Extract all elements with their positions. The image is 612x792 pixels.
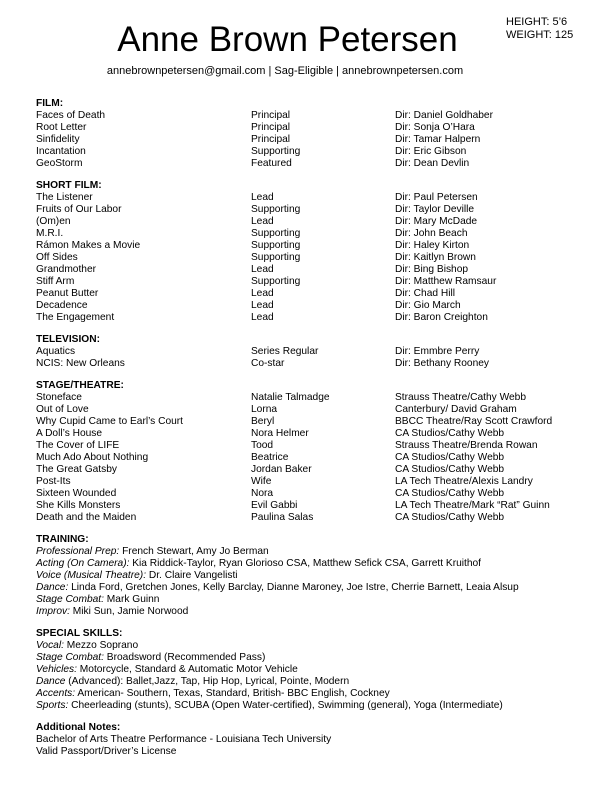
credit-role: Lead (251, 288, 274, 299)
credit-row (36, 416, 596, 428)
credit-role: Principal (251, 134, 291, 145)
credit-director: Dir: Bethany Rooney (395, 358, 490, 369)
credit-title: Why Cupid Came to Earl’s Court (36, 416, 184, 427)
skill-label: Accents: (36, 688, 76, 699)
credit-director: LA Tech Theatre/Alexis Landry (395, 476, 533, 487)
credit-title: Sixteen Wounded (36, 488, 117, 499)
height-stat: HEIGHT: 5’6 (506, 16, 568, 28)
credit-title: Root Letter (36, 122, 87, 133)
skill-line (36, 594, 596, 606)
skill-label: Sports: (36, 700, 69, 711)
credit-title: M.R.I. (36, 228, 64, 239)
skill-label: Vocal: (36, 640, 64, 651)
credit-role: Tood (251, 440, 274, 451)
credit-director: Dir: Bing Bishop (395, 264, 469, 275)
credit-title: Post-Its (36, 476, 71, 487)
credit-row (36, 264, 596, 276)
credit-row (36, 300, 596, 312)
credit-title: Peanut Butter (36, 288, 99, 299)
credit-row (36, 512, 596, 524)
credit-row (36, 476, 596, 488)
credit-director: LA Tech Theatre/Mark “Rat” Guinn (395, 500, 550, 511)
credit-director: Dir: Matthew Ramsaur (395, 276, 497, 287)
skills-title: SPECIAL SKILLS: (36, 628, 123, 639)
credit-role: Principal (251, 110, 291, 121)
credit-title: Much Ado About Nothing (36, 452, 149, 463)
skills-section (36, 628, 596, 712)
credit-row (36, 500, 596, 512)
skill-line (36, 664, 596, 676)
contact-line: annebrownpetersen@gmail.com | Sag-Eligible | annebrownpetersen.com (106, 65, 464, 77)
credit-director: Canterbury/ David Graham (395, 404, 517, 415)
credit-role: Supporting (251, 228, 301, 239)
credit-director: CA Studios/Cathy Webb (395, 452, 505, 463)
notes-line: Bachelor of Arts Theatre Performance - Louisiana Tech University (36, 734, 332, 745)
credit-row (36, 192, 596, 204)
short-film-section (36, 180, 596, 324)
credit-title: The Cover of LIFE (36, 440, 120, 451)
credit-row (36, 312, 596, 324)
credit-row (36, 228, 596, 240)
stage-section (36, 380, 596, 524)
credit-title: NCIS: New Orleans (36, 358, 125, 369)
resume-body (36, 98, 596, 768)
skill-label: Acting (On Camera): (36, 558, 130, 569)
stage-rows (36, 392, 596, 524)
credit-title: (Om)en (36, 216, 71, 227)
skill-text: Dr. Claire Vangelisti (146, 570, 238, 581)
credit-director: Dir: Dean Devlin (395, 158, 470, 169)
credit-row (36, 276, 596, 288)
credit-title: Out of Love (36, 404, 89, 415)
skill-text: (Advanced): Ballet,Jazz, Tap, Hip Hop, Lyrical, Pointe, Modern (65, 676, 350, 687)
credit-director: Dir: Daniel Goldhaber (395, 110, 493, 121)
credit-row (36, 216, 596, 228)
stage-title: STAGE/THEATRE: (36, 380, 124, 391)
credit-row (36, 252, 596, 264)
credit-title: Rámon Makes a Movie (36, 240, 141, 251)
credit-row (36, 464, 596, 476)
credit-role: Lorna (251, 404, 278, 415)
credit-role: Nora (251, 488, 274, 499)
notes-section (36, 722, 596, 758)
credit-row (36, 440, 596, 452)
credit-title: Off Sides (36, 252, 78, 263)
credit-row (36, 134, 596, 146)
credit-role: Beryl (251, 416, 275, 427)
training-title: TRAINING: (36, 534, 89, 545)
television-title: TELEVISION: (36, 334, 100, 345)
skill-text: Broadsword (Recommended Pass) (103, 652, 266, 663)
credit-role: Natalie Talmadge (251, 392, 330, 403)
credit-title: Incantation (36, 146, 86, 157)
credit-row (36, 158, 596, 170)
skill-label: Dance (36, 676, 66, 687)
skills-items (36, 640, 596, 712)
credit-title: Death and the Maiden (36, 512, 137, 523)
credit-director: Dir: Gio March (395, 300, 461, 311)
notes-title: Additional Notes: (36, 722, 121, 733)
credit-row (36, 452, 596, 464)
skill-text: Mezzo Soprano (63, 640, 139, 651)
credit-director: Dir: John Beach (395, 228, 468, 239)
credit-row (36, 488, 596, 500)
skill-label: Improv: (36, 606, 70, 617)
credit-role: Supporting (251, 204, 301, 215)
skill-label: Professional Prep: (36, 546, 120, 557)
credit-role: Lead (251, 192, 274, 203)
skill-text: Motorcycle, Standard & Automatic Motor Vehicle (76, 664, 298, 675)
short-film-rows (36, 192, 596, 324)
skill-label: Stage Combat: (36, 594, 104, 605)
credit-title: A Doll’s House (36, 428, 103, 439)
credit-role: Series Regular (251, 346, 319, 357)
skill-text: Mark Guinn (103, 594, 160, 605)
credit-director: Dir: Mary McDade (395, 216, 478, 227)
credit-role: Co-star (251, 358, 285, 369)
skill-line (36, 546, 596, 558)
skill-text: Cheerleading (stunts), SCUBA (Open Water-certified), Swimming (general), Yoga (Intermediate) (68, 700, 503, 711)
credit-role: Principal (251, 122, 291, 133)
credit-row (36, 428, 596, 440)
skill-line (36, 582, 596, 594)
credit-row (36, 240, 596, 252)
skill-line (36, 558, 596, 570)
television-section (36, 334, 596, 370)
film-title: FILM: (36, 98, 64, 109)
skill-text: French Stewart, Amy Jo Berman (119, 546, 269, 557)
skill-text: Kia Riddick-Taylor, Ryan Glorioso CSA, Matthew Sefick CSA, Garrett Kruithof (129, 558, 482, 569)
skill-text: Miki Sun, Jamie Norwood (69, 606, 189, 617)
skill-line (36, 688, 596, 700)
credit-director: Dir: Haley Kirton (395, 240, 470, 251)
film-section (36, 98, 596, 170)
skill-label: Stage Combat: (36, 652, 104, 663)
credit-title: Stiff Arm (36, 276, 75, 287)
credit-role: Lead (251, 264, 274, 275)
credit-director: BBCC Theatre/Ray Scott Crawford (395, 416, 553, 427)
credit-role: Featured (251, 158, 292, 169)
credit-director: Dir: Emmbre Perry (395, 346, 480, 357)
skill-line (36, 640, 596, 652)
credit-director: Dir: Taylor Deville (395, 204, 475, 215)
credit-director: CA Studios/Cathy Webb (395, 488, 505, 499)
credit-row (36, 146, 596, 158)
credit-director: Dir: Tamar Halpern (395, 134, 481, 145)
credit-row (36, 358, 596, 370)
training-section (36, 534, 596, 618)
credit-title: GeoStorm (36, 158, 83, 169)
credit-role: Paulina Salas (251, 512, 314, 523)
credit-title: Fruits of Our Labor (36, 204, 122, 215)
skill-line (36, 676, 596, 688)
credit-director: CA Studios/Cathy Webb (395, 512, 505, 523)
credit-row (36, 404, 596, 416)
weight-stat: WEIGHT: 125 (506, 29, 574, 41)
physical-stats (506, 16, 573, 42)
credit-director: Dir: Kaitlyn Brown (395, 252, 476, 263)
skill-text: American- Southern, Texas, Standard, British- BBC English, Cockney (75, 688, 390, 699)
credit-title: Aquatics (36, 346, 76, 357)
skill-line (36, 606, 596, 618)
credit-title: The Great Gatsby (36, 464, 117, 475)
credit-director: Dir: Paul Petersen (395, 192, 478, 203)
credit-director: CA Studios/Cathy Webb (395, 464, 505, 475)
skill-label: Voice (Musical Theatre): (36, 570, 147, 581)
credit-title: Stoneface (36, 392, 82, 403)
credit-role: Wife (251, 476, 272, 487)
credit-title: Decadence (36, 300, 88, 311)
credit-title: Grandmother (36, 264, 97, 275)
credit-role: Beatrice (251, 452, 289, 463)
credit-role: Lead (251, 312, 274, 323)
credit-director: Strauss Theatre/Cathy Webb (395, 392, 526, 403)
credit-role: Supporting (251, 252, 301, 263)
credit-director: CA Studios/Cathy Webb (395, 428, 505, 439)
skill-line (36, 570, 596, 582)
credit-director: Dir: Sonja O’Hara (395, 122, 475, 133)
television-rows (36, 346, 596, 370)
credit-row (36, 110, 596, 122)
credit-row (36, 392, 596, 404)
film-rows (36, 110, 596, 170)
credit-role: Supporting (251, 146, 301, 157)
credit-title: Faces of Death (36, 110, 106, 121)
credit-role: Evil Gabbi (251, 500, 298, 511)
credit-director: Dir: Eric Gibson (395, 146, 467, 157)
credit-title: The Listener (36, 192, 93, 203)
credit-role: Lead (251, 216, 274, 227)
short-film-title: SHORT FILM: (36, 180, 102, 191)
credit-director: Strauss Theatre/Brenda Rowan (395, 440, 538, 451)
skill-label: Dance: (36, 582, 69, 593)
skill-line (36, 700, 596, 712)
credit-row (36, 346, 596, 358)
resume-name: Anne Brown Petersen (117, 20, 458, 59)
credit-row (36, 288, 596, 300)
credit-row (36, 204, 596, 216)
credit-role: Lead (251, 300, 274, 311)
credit-title: Sinfidelity (36, 134, 80, 145)
credit-director: Dir: Chad Hill (395, 288, 456, 299)
credit-role: Nora Helmer (251, 428, 309, 439)
skill-label: Vehicles: (36, 664, 77, 675)
credit-title: She Kills Monsters (36, 500, 121, 511)
credit-role: Supporting (251, 276, 301, 287)
credit-director: Dir: Baron Creighton (395, 312, 488, 323)
skill-line (36, 652, 596, 664)
notes-line: Valid Passport/Driver’s License (36, 746, 177, 757)
credit-role: Supporting (251, 240, 301, 251)
skill-text: Linda Ford, Gretchen Jones, Kelly Barclay, Dianne Maroney, Joe Istre, Cherrie Barnett, Leaia Alsup (68, 582, 519, 593)
training-items (36, 546, 596, 618)
credit-title: The Engagement (36, 312, 115, 323)
credit-row (36, 122, 596, 134)
credit-role: Jordan Baker (251, 464, 312, 475)
